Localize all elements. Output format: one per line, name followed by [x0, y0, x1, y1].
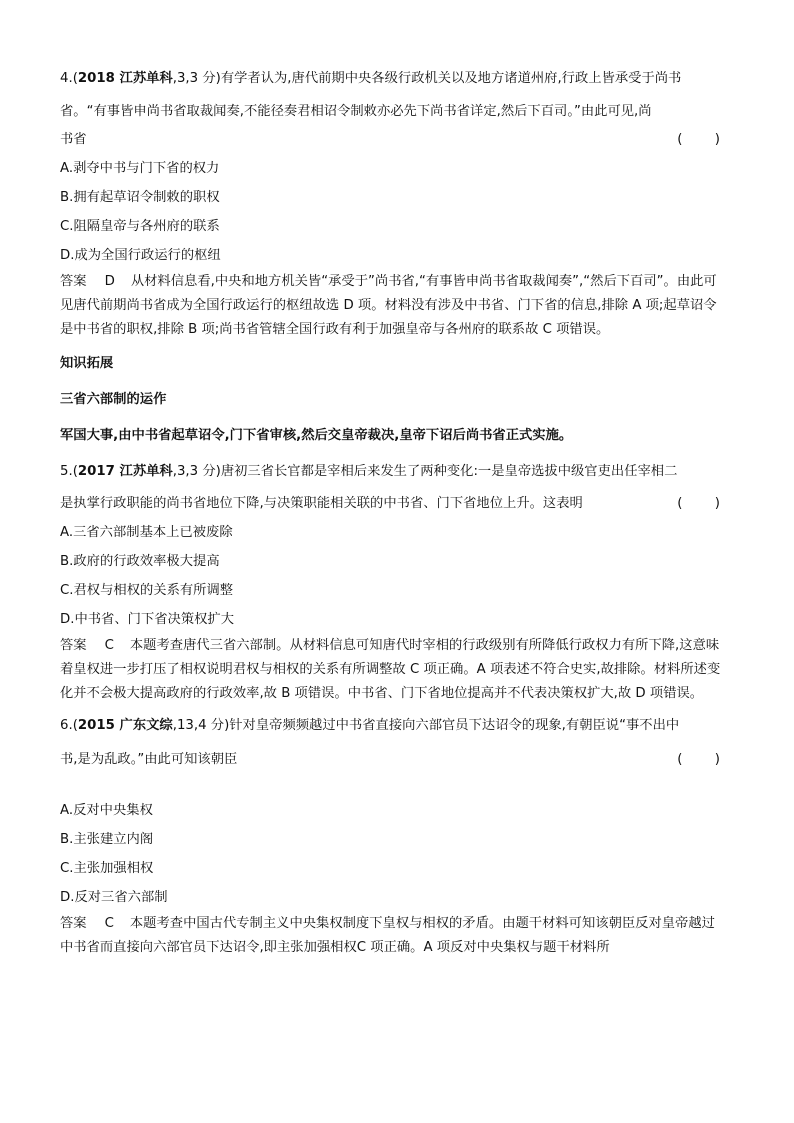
knowledge-content: 军国大事,由中书省起草诏令,门下省审核,然后交皇帝裁决,皇帝下诏后尚书省正式实施。	[60, 428, 573, 443]
option-d: D.成为全国行政运行的枢纽	[60, 248, 221, 263]
option-c: C.君权与相权的关系有所调整	[60, 583, 234, 598]
answer-choice: C	[104, 638, 114, 653]
answer-explanation	[60, 634, 723, 706]
option-a: A.剥夺中书与门下省的权力	[60, 161, 220, 176]
answer-choice: D	[104, 274, 115, 289]
question-number: 4.	[60, 71, 73, 86]
option-c: C.阻隔皇帝与各州府的联系	[60, 219, 220, 234]
question-source: 2015 广东文综	[77, 718, 173, 733]
knowledge-title: 知识拓展	[60, 356, 114, 371]
question-4-stem-line2: 省。“有事皆申尚书省取裁闻奏,不能径奏君相诏令制敕亦必先下尚书省详定,然后下百司。”由此可见,尚	[60, 104, 652, 119]
answer-label: 答案	[60, 274, 87, 289]
option-d: D.中书省、门下省决策权扩大	[60, 612, 235, 627]
question-4-stem-line1: 4.(2018 江苏单科,3,3 分)有学者认为,唐代前期中央各级行政机关以及地方诸道州府,行政上皆承受于尚书	[60, 71, 682, 86]
answer-bracket: ( )	[677, 496, 721, 511]
answer-choice: C	[104, 916, 114, 931]
document-page	[60, 66, 723, 960]
answer-text: 本题考查唐代三省六部制。从材料信息可知唐代时宰相的行政级别有所降低行政权力有所下降,这意味着皇权进一步打压了相权说明君权与相权的关系有所调整故 C 项正确。A 项表述不符合史实,故排除。材料所述变化并不会极大提高政府的行政效率,故 B 项错误。中书省、门下省地位提高并不代表决策权扩大,故 D 项错误。	[60, 638, 721, 701]
question-5	[60, 458, 723, 706]
answer-text: 从材料信息看,中央和地方机关皆“承受于”尚书省,“有事皆申尚书省取裁闻奏”,“然后下百司”。由此可见唐代前期尚书省成为全国行政运行的枢纽故选 D 项。材料没有涉及中书省、门下省的信息,排除 A 项;起草诏令是中书省的职权,排除 B 项;尚书省管辖全国行政有利于加强皇帝与各州府的联系故 C 项错误。	[60, 274, 717, 337]
answer-label: 答案	[60, 638, 87, 653]
answer-text: 本题考查中国古代专制主义中央集权制度下皇权与相权的矛盾。由题干材料可知该朝臣反对皇帝越过中书省而直接向六部官员下达诏令,即主张加强相权C 项正确。A 项反对中央集权与题干材料所	[60, 916, 715, 955]
option-b: B.主张建立内阁	[60, 832, 154, 847]
question-4-stem-line3: 书省 ( )	[60, 126, 723, 154]
knowledge-subtitle: 三省六部制的运作	[60, 392, 167, 407]
answer-bracket: ( )	[677, 752, 721, 767]
question-6-stem-line2: 书,是为乱政。”由此可知该朝臣 ( )	[60, 746, 723, 774]
question-6-stem-line1: 6.(2015 广东文综,13,4 分)针对皇帝频频越过中书省直接向六部官员下达诏令的现象,有朝臣说“事不出中	[60, 718, 680, 733]
question-source: 2017 江苏单科	[77, 464, 173, 479]
question-4	[60, 66, 723, 342]
answer-explanation	[60, 270, 723, 342]
option-b: B.拥有起草诏令制敕的职权	[60, 190, 220, 205]
answer-label: 答案	[60, 916, 87, 931]
question-number: 5.	[60, 464, 73, 479]
knowledge-section	[60, 350, 723, 450]
question-6	[60, 712, 723, 960]
option-b: B.政府的行政效率极大提高	[60, 554, 220, 569]
question-5-stem-line2: 是执掌行政职能的尚书省地位下降,与决策职能相关联的中书省、门下省地位上升。这表明 ( )	[60, 490, 723, 518]
option-a: A.反对中央集权	[60, 803, 153, 818]
option-a: A.三省六部制基本上已被废除	[60, 525, 233, 540]
option-d: D.反对三省六部制	[60, 890, 168, 905]
option-c: C.主张加强相权	[60, 861, 154, 876]
spacer	[60, 774, 723, 796]
question-5-stem-line1: 5.(2017 江苏单科,3,3 分)唐初三省长官都是宰相后来发生了两种变化:一是皇帝选拔中级官吏出任宰相二	[60, 464, 678, 479]
question-number: 6.	[60, 718, 73, 733]
question-source: 2018 江苏单科	[77, 71, 173, 86]
answer-explanation	[60, 912, 723, 960]
answer-bracket: ( )	[677, 132, 721, 147]
